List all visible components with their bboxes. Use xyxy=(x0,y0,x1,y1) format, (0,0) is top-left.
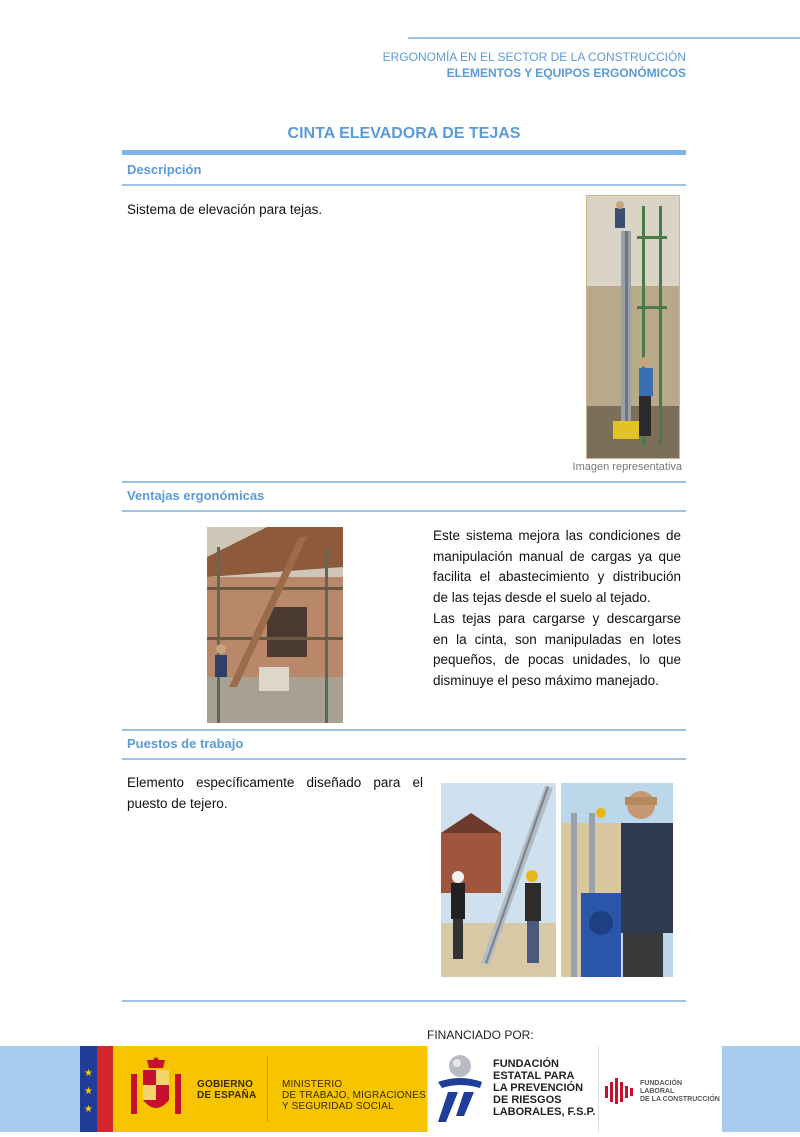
eu-flag-logo xyxy=(80,1046,97,1132)
section-rule xyxy=(122,510,686,512)
workers-closeup-photo-illustration xyxy=(561,783,673,977)
header-doc-subtitle: ELEMENTOS Y EQUIPOS ERGONÓMICOS xyxy=(446,66,686,80)
section-heading-ventajas: Ventajas ergonómicas xyxy=(127,488,265,503)
ventajas-paragraph-1: Este sistema mejora las condiciones de manipulación manual de cargas ya que facilita el abastecimiento y distribución de las tejas desde el suelo al tejado. xyxy=(433,528,681,605)
flc-line1: FUNDACIÓN xyxy=(640,1080,682,1087)
workers-lift-photo xyxy=(441,783,556,977)
ventajas-paragraph-2: Las tejas para cargarse y descargarse en la cinta, son manipuladas en lotes pequeños, de pocas unidades, lo que disminuye el peso máximo manejado. xyxy=(433,611,681,688)
spain-coat-of-arms-icon xyxy=(125,1056,187,1122)
page-title: CINTA ELEVADORA DE TEJAS xyxy=(287,125,521,142)
section-rule xyxy=(122,184,686,186)
header-doc-title: ERGONOMÍA EN EL SECTOR DE LA CONSTRUCCIÓN xyxy=(382,50,686,64)
section-rule xyxy=(122,729,686,731)
tile-lift-photo-illustration xyxy=(587,196,679,458)
fsp-line1: FUNDACIÓN xyxy=(493,1058,559,1070)
fsp-line5: LABORALES, F.S.P. xyxy=(493,1106,596,1118)
fsp-logo-icon xyxy=(434,1052,486,1124)
descripcion-text: Sistema de elevación para tejas. xyxy=(127,202,323,217)
gobierno-label-line1: GOBIERNO xyxy=(197,1079,254,1090)
section-heading-puestos: Puestos de trabajo xyxy=(127,736,244,751)
eu-stars-icon xyxy=(80,1046,97,1132)
fsp-line3: LA PREVENCIÓN xyxy=(493,1082,584,1094)
section-rule xyxy=(122,758,686,760)
svg-text:★: ★ xyxy=(84,1068,93,1079)
gobierno-separator xyxy=(267,1056,268,1122)
fsp-line2: ESTATAL PARA xyxy=(493,1070,575,1082)
ministerio-label-line1: MINISTERIO xyxy=(282,1079,343,1090)
puestos-text: Elemento específicamente diseñado para el puesto de tejero. xyxy=(127,775,423,811)
financiado-label: FINANCIADO POR: xyxy=(427,1028,534,1042)
footer-left-band xyxy=(0,1046,80,1132)
gobierno-label-line2: DE ESPAÑA xyxy=(197,1090,257,1101)
header-top-rule xyxy=(408,37,800,39)
ministerio-label-line3: Y SEGURIDAD SOCIAL xyxy=(282,1101,394,1112)
tile-lift-photo xyxy=(586,195,680,459)
section-heading-descripcion: Descripción xyxy=(127,162,202,177)
scaffold-photo xyxy=(207,527,343,723)
workers-closeup-photo xyxy=(561,783,673,977)
spain-flag-stripe xyxy=(97,1046,113,1132)
flc-line2: LABORAL xyxy=(640,1088,675,1095)
title-underline xyxy=(122,150,686,155)
bottom-rule xyxy=(122,1000,686,1002)
flc-logo-icon xyxy=(605,1078,637,1104)
flc-line3: DE LA CONSTRUCCIÓN xyxy=(640,1096,720,1103)
footer-right-band xyxy=(722,1046,800,1132)
image-caption: Imagen representativa xyxy=(572,461,682,473)
workers-lift-photo-illustration xyxy=(441,783,556,977)
svg-text:★: ★ xyxy=(84,1104,93,1115)
section-rule xyxy=(122,481,686,483)
svg-text:★: ★ xyxy=(84,1086,93,1097)
fsp-line4: DE RIESGOS xyxy=(493,1094,562,1106)
scaffold-photo-illustration xyxy=(207,527,343,723)
ministerio-label-line2: DE TRABAJO, MIGRACIONES xyxy=(282,1090,426,1101)
